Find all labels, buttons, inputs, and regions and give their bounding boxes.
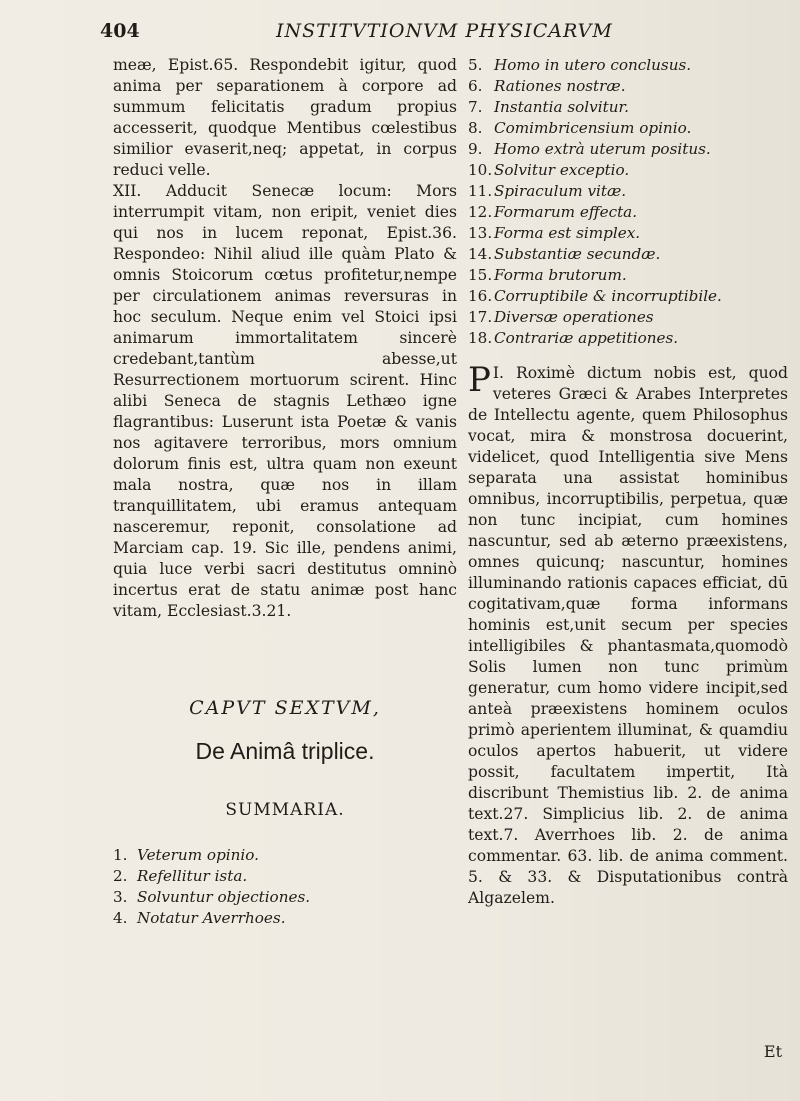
summary-item: 17. Diversæ operationes <box>468 308 654 326</box>
drop-cap: P <box>468 360 491 400</box>
summary-item: 7. Instantia solvitur. <box>468 98 629 116</box>
page-number: 404 <box>100 20 140 42</box>
summary-item: 10. Solvitur exceptio. <box>468 161 630 179</box>
summary-item: 4. Notatur Averrhoes. <box>113 909 286 927</box>
section-number: I. <box>492 364 517 382</box>
summary-item: 13. Forma est simplex. <box>468 224 641 242</box>
paragraph-xii: XII. Adducit Senecæ locum: Mors interrumpit vitam, non eripit, veniet dies qui nos in lucem reponat, Epist.36. Respondeo: Nihil aliud ille quàm Plato & omnis Stoicorum cœtus profitetur,nempe per circulationem animas reversuras in hoc seculum. Neque enim vel Stoici ipsi animarum immortalitatem sincerè credebant,tantùm abesse,ut Resurrectionem mortuorum scirent. Hinc alibi Seneca de stagnis Lethæo igne flagrantibus: Luserunt ista Poetæ & vanis nos agitavere terroribus, mors omnium dolorum finis est, ultra quam non exeunt mala nostra, quæ nos in illam tranquillitatem, ubi eramus antequam nasceremur, reponit, consolatione ad Marciam cap. 19. Sic ille, pendens animi, quia luce verbi sacri destitutus omninò incertus erat de statu animæ post hanc vitam, Ecclesiast.3.21. <box>113 182 457 620</box>
summary-item: 12. Formarum effecta. <box>468 203 638 221</box>
summary-item: 5. Homo in utero conclusus. <box>468 56 692 74</box>
summary-item: 8. Comimbricensium opinio. <box>468 119 692 137</box>
summary-item: 15. Forma brutorum. <box>468 266 627 284</box>
summary-item: 9. Homo extrà uterum positus. <box>468 140 711 158</box>
summary-item: 11. Spiraculum vitæ. <box>468 182 627 200</box>
page-header <box>100 20 780 52</box>
summary-item: 18. Contrariæ appetitiones. <box>468 329 679 347</box>
summary-item: 6. Rationes nostræ. <box>468 77 626 95</box>
catchword: Et <box>763 1042 782 1061</box>
summary-item: 2. Refellitur ista. <box>113 867 248 885</box>
left-text-block <box>113 55 457 622</box>
summary-item: 16. Corruptibile & incorruptibile. <box>468 287 722 305</box>
left-column <box>113 55 457 929</box>
section-text: Roximè dictum nobis est, quod veteres Græci & Arabes Interpretes de Intellectu agente, quem Philosophus vocat, mira & monstrosa docuerint, videlicet, quod Intelligentia sive Mens separata una assistat hominibus omnibus, incorruptibilis, perpetua, quæ non tunc incipiat, cum homines nascuntur, sed ab æterno præexistens, omnes quicunq; nascuntur, homines illuminando rationis capaces efficiat, dū cogitativam,quæ forma informans hominis est,unit secum per species intelligibiles & phantasmata,quomodò Solis lumen non tunc primùm generatur, cum homo videre incipit,sed anteà præexistens hominem oculos primò aperientem illuminat, & quamdiu oculos apertos habuerit, ut videre possit, facultatem impertit, Ità discribunt Themistius lib. 2. de anima text.27. Simplicius lib. 2. de anima text.7. Averrhoes lib. 2. de anima commentar. 63. lib. de anima comment. 5. & 33. & Disputationibus contrà Algazelem. <box>468 364 788 907</box>
summary-heading: SUMMARIA. <box>225 800 345 820</box>
summary-item: 3. Solvuntur objectiones. <box>113 888 311 906</box>
paragraph-continuation: meæ, Epist.65. Respondebit igitur, quod anima per separationem à corpore ad summum felicitatis gradum propius accesserit, quodque Mentibus cœlestibus similior evaserit,neq; appetat, in corpus reduci velle. <box>113 56 457 179</box>
running-title: INSTITVTIONVM PHYSICARVM <box>276 20 613 42</box>
summary-list-left <box>113 845 457 929</box>
section-one-paragraph <box>468 360 788 909</box>
right-column <box>468 55 788 909</box>
summary-item: 1. Veterum opinio. <box>113 846 259 864</box>
summary-list-right <box>468 55 788 349</box>
chapter-title: De Animâ triplice. <box>195 738 375 764</box>
chapter-heading: CAPVT SEXTVM, <box>189 697 381 719</box>
summary-item: 14. Substantiæ secundæ. <box>468 245 661 263</box>
